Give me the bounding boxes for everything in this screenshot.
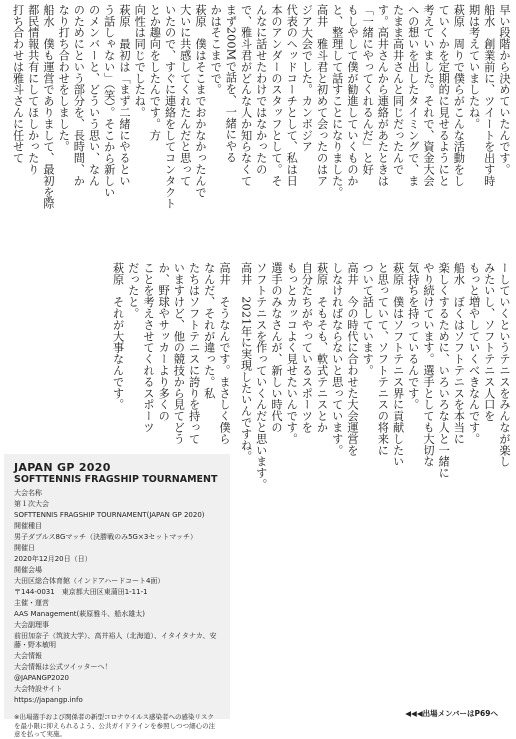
info-line: 開催会場: [14, 566, 42, 574]
text-column: いますけど、他の競技から見てどう: [172, 262, 186, 445]
text-column: 打ち合わせは雅斗さんに任せて: [11, 4, 25, 164]
tournament-info-box: [4, 454, 230, 738]
info-line: https://japangp.info: [14, 696, 83, 704]
text-column: だったと。: [126, 262, 140, 319]
text-column: 高井 今の時代に合わせた大会運営を: [345, 262, 359, 456]
info-line: 開催種目: [14, 522, 42, 530]
text-column: 楽しくするために、いろいろな人と一緒に: [437, 262, 451, 479]
text-column: やり続けています。選手としても大切な: [421, 262, 435, 468]
text-column: う話しゃない」（笑）。そこから新しい: [102, 4, 116, 198]
text-column: とか趣向をしたんです。方: [148, 4, 162, 141]
text-column: みたいし、ソフトテニス人口を: [482, 262, 496, 422]
text-column: 「一緒にやってくれるんだ」と好: [361, 4, 375, 175]
text-column: 気持ちを持っているんです。: [406, 262, 420, 411]
text-column: 萩原 僕はそこまでおかなかったんで: [193, 4, 207, 198]
text-column: 萩原 周りで僕らがこんな活動をし: [452, 4, 466, 187]
text-column: と、整理して話すことになりました。: [330, 4, 344, 198]
info-lines: [14, 489, 220, 705]
info-line: 大会情報は公式ツイッターへ！: [14, 663, 112, 671]
text-column: 自分たちがやっているスポーツを: [300, 262, 314, 433]
text-column: 早い段階から決めていたんです。: [497, 4, 511, 175]
text-column: 大いに共感してくれたんだと思って: [178, 4, 192, 187]
text-column: 選手のみなさんが、新しい時代の: [269, 262, 283, 433]
info-title: JAPAN GP 2020: [14, 461, 111, 474]
text-column: 船水 創業前に、ツイートを出す時: [482, 4, 496, 187]
info-note: ※出場選手および関係者の新型コロナウイルス感染者への感染リスクを最小限に抑えられるよう、公共ガイドラインを参照しつつ細心の注意を払って実施。: [14, 713, 216, 738]
text-column: 向性は同じでしたね。: [133, 4, 147, 118]
info-line: 大会名称: [14, 489, 42, 497]
info-line: AAS Management(萩原雅斗、船水雄太): [14, 610, 146, 618]
text-column: んなに話せたわけではなかったの: [254, 4, 268, 175]
text-column: ついて話しています。: [361, 262, 375, 376]
text-column: もっとカッコよく見せたいんです。: [285, 262, 299, 445]
text-column: ジア大会でした。カンボジア: [300, 4, 314, 153]
info-line: 前田加奈子（筑波大学）、高井裕人（北海道）、イタイタナカ、安藤・野本敏明: [14, 632, 217, 649]
text-column: たちはソフトテニスに誇りを持って: [187, 262, 201, 445]
next-page-note: ◀◀◀出場メンバーはP69へ: [405, 709, 498, 718]
text-column: で、雅斗君がどんな人か知らなくて: [239, 4, 253, 187]
info-line: 大会情報: [14, 652, 42, 660]
text-column: たまま高井さんと同じだったんで: [391, 4, 405, 175]
text-column: のためにという部分を、長時間、か: [72, 4, 86, 187]
text-column: いたので、すぐに連絡をしてコンタクト: [163, 4, 177, 210]
text-column: 萩原 それが大事なんです。: [111, 262, 125, 411]
text-column: もっと増やしていくべきなんです。: [467, 262, 481, 445]
text-column: 代表のヘッドコーチとして、私は日: [285, 4, 299, 187]
text-column: 萩原 そもそも、軟式テニスとか: [315, 262, 329, 433]
text-column: 高井 そうなんです。まさしく僕ら: [217, 262, 231, 445]
info-line: 第１次大会: [14, 500, 49, 508]
text-column: もしやして僕が勧進していくものか: [345, 4, 359, 187]
text-column: 本のアンダーのスタッフとして。そ: [269, 4, 283, 187]
text-column: ことを考えさせてくれるスポーツ: [141, 262, 155, 433]
info-line: 男子ダブルス8Gマッチ（決勝戦のみ5G×3セットマッチ）: [14, 533, 198, 541]
info-line: 開催日: [14, 544, 35, 552]
text-column: と思っていて、ソフトテニスの将来に: [376, 262, 390, 456]
text-column: す。高井さんから連絡があたときは: [376, 4, 390, 187]
text-column: 高井 2021年に実現したいんですね。: [239, 262, 253, 463]
text-column: 船水 僕も運営でありまして、最初を際: [41, 4, 55, 210]
text-column: 船水 ぼくはソフトテニスを本当に: [452, 262, 466, 445]
info-line: 〒144-0031 東京都大田区東蒲田1-11-1: [14, 588, 148, 596]
text-column: か、野球やサッカーより多くの: [157, 262, 171, 422]
article-upper-block: [0, 0, 516, 252]
text-column: 考えていました。それで、資金大会: [421, 4, 435, 187]
text-column: ていくかを定期的に見せるようにと: [437, 4, 451, 187]
info-line: 主催・運営: [14, 599, 49, 607]
text-column: まず200Mで話を、一緒にやる: [224, 4, 238, 164]
text-column: 期は考えていましたね。: [467, 4, 481, 130]
text-column: かはそこまでで。: [209, 4, 223, 96]
info-line: 大会特設サイト: [14, 685, 63, 693]
text-column: 高井 雅斗君と初めて会ったのはア: [315, 4, 329, 187]
text-column: のメンバーと、どういう思い、なん: [87, 4, 101, 187]
text-column: への想いを出したタイミングで、ま: [406, 4, 420, 187]
text-column: 都民情報共有にしてほしかったり: [26, 4, 40, 175]
text-column: なんだ、それが違った。私: [202, 262, 216, 399]
info-line: SOFTTENNIS FRAGSHIP TOURNAMENT(JAPAN GP 2020): [14, 511, 205, 519]
info-line: 大会副理事: [14, 621, 49, 629]
text-column: ーしていくというテニスをみんなが楽し: [497, 262, 511, 468]
info-line: 2020年12月20日（日）: [14, 555, 92, 563]
text-column: なり打ち合わせをしました。: [57, 4, 71, 153]
text-column: 萩原 僕はソフトテニス界に貢献したい: [391, 262, 405, 468]
text-column: しなければならないと思っています。: [330, 262, 344, 456]
info-line: 大田区総合体育館（インドアハードコート4面）: [14, 577, 165, 585]
info-line: @JAPANGP2020: [14, 674, 69, 682]
text-column: 萩原 最初は「まず二緒にやるとい: [117, 4, 131, 187]
info-subtitle: SOFTTENNIS FRAGSHIP TOURNAMENT: [14, 474, 218, 485]
text-column: ソフトテニスを作っていくんだと思います。: [254, 262, 268, 490]
